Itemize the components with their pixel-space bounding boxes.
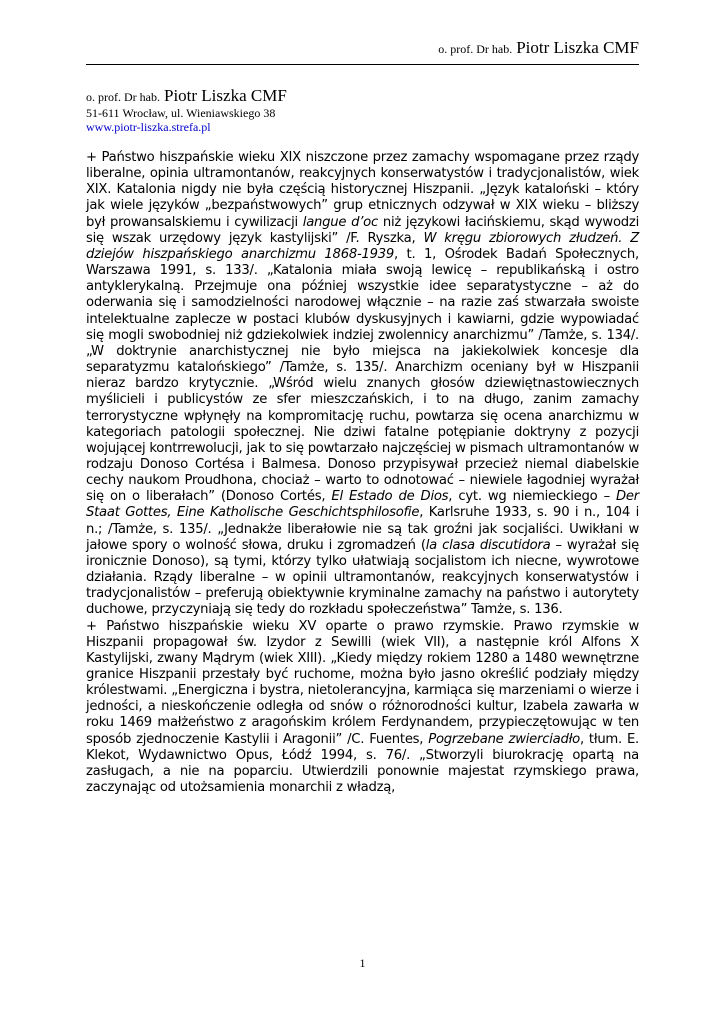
text-run: , tłum. E. Klekot, Wydawnictwo Opus, Łódź 1994, s. 76/. „Stworzyli biurokrację opartą na zasługach, a nie na poparciu. Utwierdzili ponownie majestat rzymskiego prawa, zaczynając od utożsamienia monarchii z władzą,	[86, 731, 639, 796]
text-run: , t. 1, Ośrodek Badań Społecznych, Warszawa 1991, s. 133/. „Katalonia miała swoją lewicę – republikańską i ostro antyklerykalną. Przejmuje ona później wszystkie idee separatystyczne – aż do oderwania się i samodzielności narodowej włącznie – na razie zaś stwarzała swoiste intelektualne zaplecze w postaci klubów dyskusyjnych i kawiarni, gdzie wypowiadać się mogli swobodniej niż gdziekolwiek indziej zwolennicy anarchizmu” /Tamże, s. 134/. „W doktrynie anarchistycznej nie było miejsca na jakiekolwiek koncesje dla separatyzmu katalońskiego” /Tamże, s. 135/. Anarchizm oceniany był w Hiszpanii nieraz bardzo krytycznie. „Wśród wielu znanych głosów dziewiętnastowiecznych myślicieli i publicystów ze sfer mieszczańskich, i to na długo, zanim zamachy terrorystyczne wpłynęły na kompromitację ruchu, powtarza się ocena anarchizmu w kategoriach patologii społecznej. Nie dziwi fatalne potępianie doktryny z pozycji wojującej kontrrewolucji, jak to się powtarzało najczęściej w pismach ultramontanów w rodzaju Donoso Cortésa i Balmesa. Donoso przypisywał przecież niemal diabelskie cechy naukom Proudhona, chociaż – warto to odnotować – niewiele łagodniej wyrażał się on o liberałach” (Donoso Cortés,	[86, 246, 639, 505]
italic-text-run: Der Staat Gottes, Eine Katholische Geschichtsphilosofie	[86, 489, 639, 521]
text-run: – wyrażał się ironicznie Donoso), są tymi, którzy tylko ułatwiają socjalistom ich niecne, wywrotowe działania. Rządy liberalne – w opinii ultramontanów, reakcyjnych konserwatystów i tradycjonalistów – preferują obiektywnie kryminalne zamachy na państwo i autorytety duchowe, przyczyniają się tedy do rozkładu społeczeństwa” Tamże, s. 136.	[86, 537, 639, 618]
text-run: , Karlsruhe 1933, s. 90 i n., 104 i n.; /Tamże, s. 135/. „Jednakże liberałowie nie są tak groźni jak socjaliści. Uwikłani w jałowe spory o wolność słowa, druku i zgromadzeń (	[86, 505, 639, 553]
paragraph-2	[86, 619, 639, 797]
address-title-prefix: o. prof. Dr hab.	[86, 90, 160, 104]
address-name-line	[86, 86, 639, 106]
website-link[interactable]: www.piotr-liszka.strefa.pl	[86, 120, 211, 134]
italic-text-run: El Estado de Dios	[331, 489, 449, 505]
address-street: 51-611 Wrocław, ul. Wieniawskiego 38	[86, 106, 276, 120]
italic-text-run: la clasa discutidora	[425, 537, 551, 553]
header-title-prefix: o. prof. Dr hab.	[438, 42, 513, 56]
page-number: 1	[359, 956, 366, 970]
text-run: niż językowi łacińskiemu, skąd wywodzi się wszak urzędowy język kastylijski” /F. Ryszka,	[86, 214, 639, 246]
italic-text-run: W kręgu zbiorowych złudzeń. Z dziejów hiszpańskiego anarchizmu 1868-1939	[86, 230, 640, 262]
italic-text-run: Pogrzebane zwierciadło	[428, 731, 580, 747]
address-author-name: Piotr Liszka CMF	[163, 86, 287, 105]
text-run: + Państwo hiszpańskie wieku XV oparte o prawo rzymskie. Prawo rzymskie w Hiszpanii propagował św. Izydor z Sewilli (wiek VII), a następnie król Alfons X Kastylijski, zwany Mądrym (wiek XIII). „Kiedy między rokiem 1280 a 1480 wewnętrzne granice Hiszpanii przestały być ruchome, można było jasno określić podziały między królestwami. „Energiczna i bystra, nietolerancyjna, karmiąca się marzeniami o wierze i jedności, a nieskończenie odległa od snów o różnorodności kultur, Izabela zawarła w roku 1469 małżeństwo z aragońskim królem Ferdynandem, przypieczętowując w ten sposób zjednoczenie Kastylii i Aragonii” /C. Fuentes,	[86, 618, 639, 747]
paragraph-1	[86, 150, 639, 619]
running-header	[86, 38, 639, 65]
header-author-name: Piotr Liszka CMF	[516, 38, 639, 57]
text-run: , cyt. wg niemieckiego –	[448, 489, 617, 505]
text-run: + Państwo hiszpańskie wieku XIX niszczone przez zamachy wspomagane przez rządy liberalne, opinia ultramontanów, reakcyjnych konserwatystów i tradycjonalistów, wiek XIX. Katalonia nigdy nie była częścią historycznej Hiszpanii. „Język kataloński – który jak wiele języków „bezpaństwowych” grup etnicznych odzywał w XIX wieku – bliższy był prowansalskiemu i cywilizacji	[86, 150, 639, 230]
italic-text-run: langue d’oc	[302, 214, 378, 230]
body-text	[86, 150, 639, 796]
author-address-block	[86, 86, 639, 134]
